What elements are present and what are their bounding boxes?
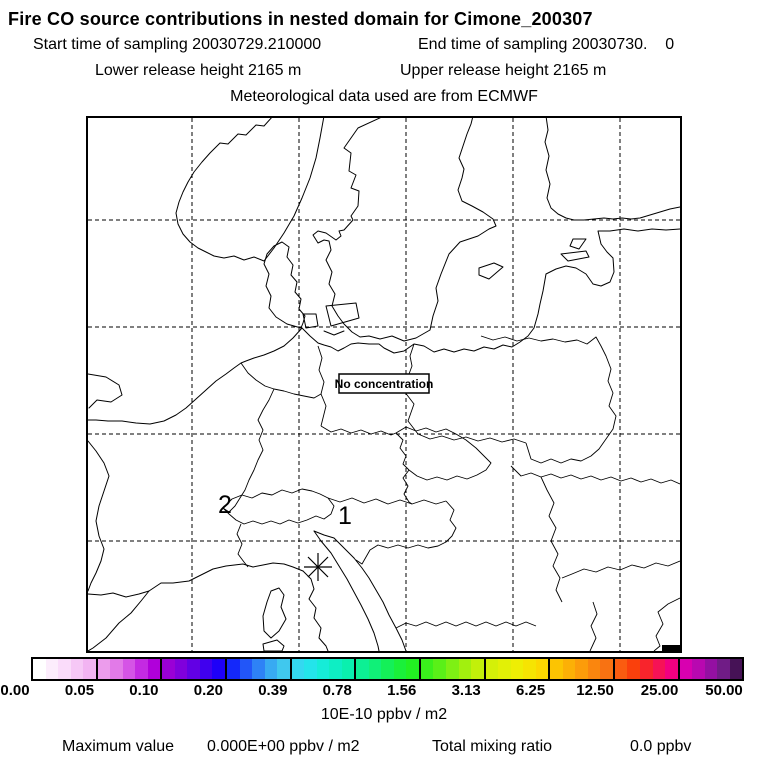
colorbar-cell <box>406 659 419 679</box>
plot-title: Fire CO source contributions in nested domain for Cimone_200307 <box>8 9 593 29</box>
maximum-value-label: Maximum value <box>62 738 175 755</box>
colorbar-tick-label: 1.56 <box>387 682 417 699</box>
cluster-number-2: 2 <box>218 491 232 519</box>
colorbar-cell <box>471 659 484 679</box>
colorbar-cell <box>200 659 213 679</box>
map-corner-land-patch <box>662 645 680 651</box>
colorbar-tick-label: 6.25 <box>516 682 546 699</box>
colorbar-cell <box>575 659 588 679</box>
colorbar-cell <box>317 659 330 679</box>
no-concentration-label: No concentration <box>334 377 434 391</box>
lower-release-label: Lower release height 2165 m <box>95 62 302 79</box>
colorbar-cell <box>613 659 628 679</box>
colorbar-cell <box>110 659 123 679</box>
colorbar-cell <box>563 659 576 679</box>
colorbar-cell <box>135 659 148 679</box>
colorbar-units-label: 10E-10 ppbv / m2 <box>320 706 448 723</box>
colorbar-cell <box>123 659 136 679</box>
colorbar-cell <box>71 659 84 679</box>
colorbar-cell <box>225 659 240 679</box>
colorbar-tick-label: 0.05 <box>64 682 95 699</box>
start-time-label: Start time of sampling 20030729.210000 <box>33 36 322 53</box>
colorbar-tick-label: 12.50 <box>576 682 614 699</box>
colorbar-cell <box>446 659 459 679</box>
maximum-value-number: 0.000E+00 ppbv / m2 <box>207 738 360 755</box>
colorbar-cell <box>342 659 355 679</box>
colorbar-tick-label: 25.00 <box>640 682 679 699</box>
colorbar-cell <box>148 659 161 679</box>
colorbar-cell <box>33 659 46 679</box>
colorbar-cell <box>394 659 407 679</box>
colorbar-cell <box>96 659 111 679</box>
colorbar <box>31 657 744 681</box>
colorbar-cell <box>277 659 290 679</box>
colorbar-cell <box>381 659 394 679</box>
colorbar-cell <box>548 659 563 679</box>
colorbar-cell <box>653 659 666 679</box>
upper-release-label: Upper release height 2165 m <box>400 62 607 79</box>
colorbar-cell <box>536 659 549 679</box>
colorbar-tick-label: 0.39 <box>258 682 288 699</box>
colorbar-cell <box>433 659 446 679</box>
colorbar-tick-label: 0.78 <box>322 682 352 699</box>
cluster-number-1: 1 <box>338 502 352 530</box>
colorbar-cell <box>678 659 693 679</box>
colorbar-cell <box>160 659 175 679</box>
colorbar-cell <box>523 659 536 679</box>
colorbar-cell <box>498 659 511 679</box>
colorbar-cell <box>665 659 678 679</box>
total-mixing-ratio-value: 0.0 ppbv <box>630 738 692 755</box>
no-concentration-box <box>335 374 434 393</box>
colorbar-cell <box>640 659 653 679</box>
colorbar-cell <box>187 659 200 679</box>
colorbar-cell <box>265 659 278 679</box>
colorbar-tick-label: 0.10 <box>129 682 159 699</box>
station-asterisk-marker <box>304 553 332 581</box>
colorbar-cell <box>58 659 71 679</box>
map-frame <box>86 116 682 653</box>
colorbar-cell <box>484 659 499 679</box>
colorbar-cell <box>705 659 718 679</box>
colorbar-tick-label: 3.13 <box>451 682 481 699</box>
colorbar-cell <box>717 659 730 679</box>
country-borders <box>223 336 680 651</box>
total-mixing-ratio-label: Total mixing ratio <box>432 738 553 755</box>
colorbar-cell <box>304 659 317 679</box>
colorbar-cell <box>212 659 225 679</box>
colorbar-tick-labels <box>0 682 744 700</box>
colorbar-tick-label: 0.20 <box>193 682 223 699</box>
colorbar-cell <box>419 659 434 679</box>
colorbar-cell <box>83 659 96 679</box>
colorbar-tick-label: 50.00 <box>705 682 743 699</box>
end-time-label: End time of sampling 20030730. 0 <box>418 36 675 53</box>
colorbar-cell <box>329 659 342 679</box>
colorbar-cell <box>692 659 705 679</box>
met-source-label: Meteorological data used are from ECMWF <box>230 88 538 105</box>
colorbar-cell <box>459 659 472 679</box>
colorbar-cell <box>600 659 613 679</box>
colorbar-cell <box>627 659 640 679</box>
europe-map <box>88 118 680 651</box>
colorbar-tick-label: 0.00 <box>0 682 30 699</box>
colorbar-cell <box>240 659 253 679</box>
colorbar-cell <box>588 659 601 679</box>
colorbar-cell <box>511 659 524 679</box>
colorbar-cell <box>730 659 743 679</box>
colorbar-cell <box>354 659 369 679</box>
colorbar-cell <box>175 659 188 679</box>
colorbar-cell <box>46 659 59 679</box>
colorbar-cell <box>290 659 305 679</box>
colorbar-cell <box>369 659 382 679</box>
colorbar-cell <box>252 659 265 679</box>
